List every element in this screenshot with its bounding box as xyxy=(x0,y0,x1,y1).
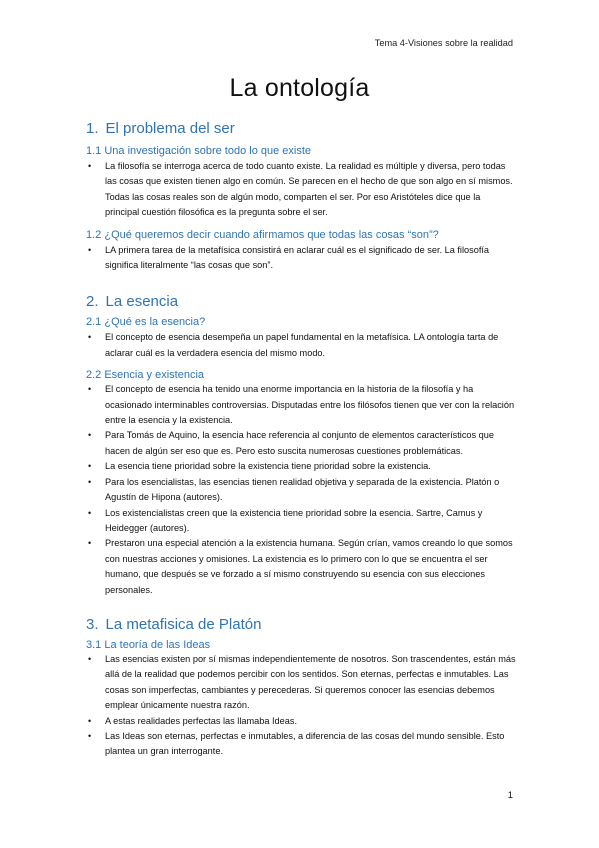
section-title: La metafisica de Platón xyxy=(105,615,262,633)
list-item xyxy=(86,652,516,714)
document-title: La ontología xyxy=(229,74,370,102)
list-item-text: Para los esencialistas, las esencias tienen realidad objetiva y separada de la existencia. Platón o Agustín de Hipona (autores). xyxy=(105,476,500,503)
running-header: Tema 4-Visiones sobre la realidad xyxy=(374,38,513,48)
bullet-icon: • xyxy=(88,715,92,726)
section-number: 3. xyxy=(86,615,99,633)
list-item-text: El concepto de esencia desempeña un papel fundamental en la metafísica. LA ontología tarta de aclarar cuál es la verdadera esencia del mismo modo. xyxy=(105,332,499,358)
bullet-list xyxy=(86,652,516,760)
bullet-icon: • xyxy=(88,430,92,441)
bullet-list xyxy=(86,382,516,598)
subsection-heading: 2.2 Esencia y existencia xyxy=(86,369,205,382)
list-item-text: El concepto de esencia ha tenido una enorme importancia en la historia de la filosofía y ha ocasionado interminables controversias. Disputadas entre los filósofos tienen que ver con la relación entre la esencia y la existencia. xyxy=(105,384,515,426)
list-item xyxy=(86,428,516,459)
list-item xyxy=(86,382,516,428)
document-body xyxy=(86,118,516,760)
list-item xyxy=(86,330,516,361)
section-number: 1. xyxy=(86,120,99,137)
bullet-icon: • xyxy=(88,461,92,472)
list-item-text: LA primera tarea de la metafísica consistirá en aclarar cuál es el significado de ser. La filosofía significa literalmente “las cosas que son”. xyxy=(105,244,490,271)
section-heading xyxy=(86,120,516,137)
list-item xyxy=(86,506,516,537)
bullet-icon: • xyxy=(88,161,92,171)
list-item-text: La filosofía se interroga acerca de todo cuanto existe. La realidad es múltiple y diversa, pero todas las cosas que existen tienen algo en común. Se parecen en el hecho de que son algo en sí mismos. Todas las cosas reales son de algún modo, comparten el ser. Por eso Aristóteles dice que la principal cuestión filosófica es la pregunta sobre el ser. xyxy=(105,161,513,218)
list-item-text: A estas realidades perfectas las llamaba Ideas. xyxy=(105,715,298,726)
list-item-text: La esencia tiene prioridad sobre la existencia tiene prioridad sobre la existencia. xyxy=(105,461,431,472)
list-item-text: Las esencias existen por sí mismas independientemente de nosotros. Son trascendentes, están más allá de la realidad que podemos percibir con los sentidos. Son eternas, perfectas e inmutables. Las cosas son imperfectas, cambiantes y perecederas. Si queremos conocer las esencias debemos emplear únicamente nuestra razón. xyxy=(105,653,516,711)
list-item xyxy=(86,243,516,274)
list-item-text: Los existencialistas creen que la existencia tiene prioridad sobre la esencia. Sartre, Camus y Heidegger (autores). xyxy=(105,507,483,533)
list-item xyxy=(86,459,516,474)
list-item xyxy=(86,475,516,506)
bullet-icon: • xyxy=(88,384,92,395)
bullet-list xyxy=(86,159,516,221)
section-title: La esencia xyxy=(105,293,179,311)
bullet-icon: • xyxy=(88,730,92,741)
bullet-icon: • xyxy=(88,538,92,549)
subsection-heading: 1.2 ¿Qué queremos decir cuando afirmamos que todas las cosas “son”? xyxy=(86,228,439,241)
bullet-icon: • xyxy=(88,476,92,487)
list-item-text: Para Tomás de Aquino, la esencia hace referencia al conjunto de elementos característicos que hacen de algún ser eso que es. Pero esto suscita numerosas cuestiones problemáticas. xyxy=(105,430,494,456)
list-item xyxy=(86,714,516,729)
list-item xyxy=(86,536,516,598)
section-title: El problema del ser xyxy=(105,120,235,137)
subsection-heading: 3.1 La teoría de las Ideas xyxy=(86,638,211,651)
bullet-icon: • xyxy=(88,332,92,343)
bullet-icon: • xyxy=(88,244,92,255)
bullet-icon: • xyxy=(88,507,92,518)
section-heading xyxy=(86,616,516,633)
page-number: 1 xyxy=(507,790,513,801)
subsection-heading: 1.1 Una investigación sobre todo lo que existe xyxy=(86,145,312,157)
bullet-icon: • xyxy=(88,653,92,664)
subsection-heading: 2.1 ¿Qué es la esencia? xyxy=(86,316,206,329)
list-item-text: Las Ideas son eternas, perfectas e inmutables, a diferencia de las cosas del mundo sensible. Esto plantea un gran interrogante. xyxy=(105,730,505,757)
list-item-text: Prestaron una especial atención a la existencia humana. Según crían, vamos creando lo que somos con nuestras acciones y omisiones. La existencia es lo primero con lo que se encuentra el ser humano, que después se ve forzado a sí mismo construyendo su esencia con sus elecciones personales. xyxy=(105,538,513,595)
section-number: 2. xyxy=(86,293,99,311)
bullet-list xyxy=(86,243,516,274)
section-heading xyxy=(86,293,516,310)
list-item xyxy=(86,729,516,760)
bullet-list xyxy=(86,330,516,361)
list-item xyxy=(86,159,516,221)
